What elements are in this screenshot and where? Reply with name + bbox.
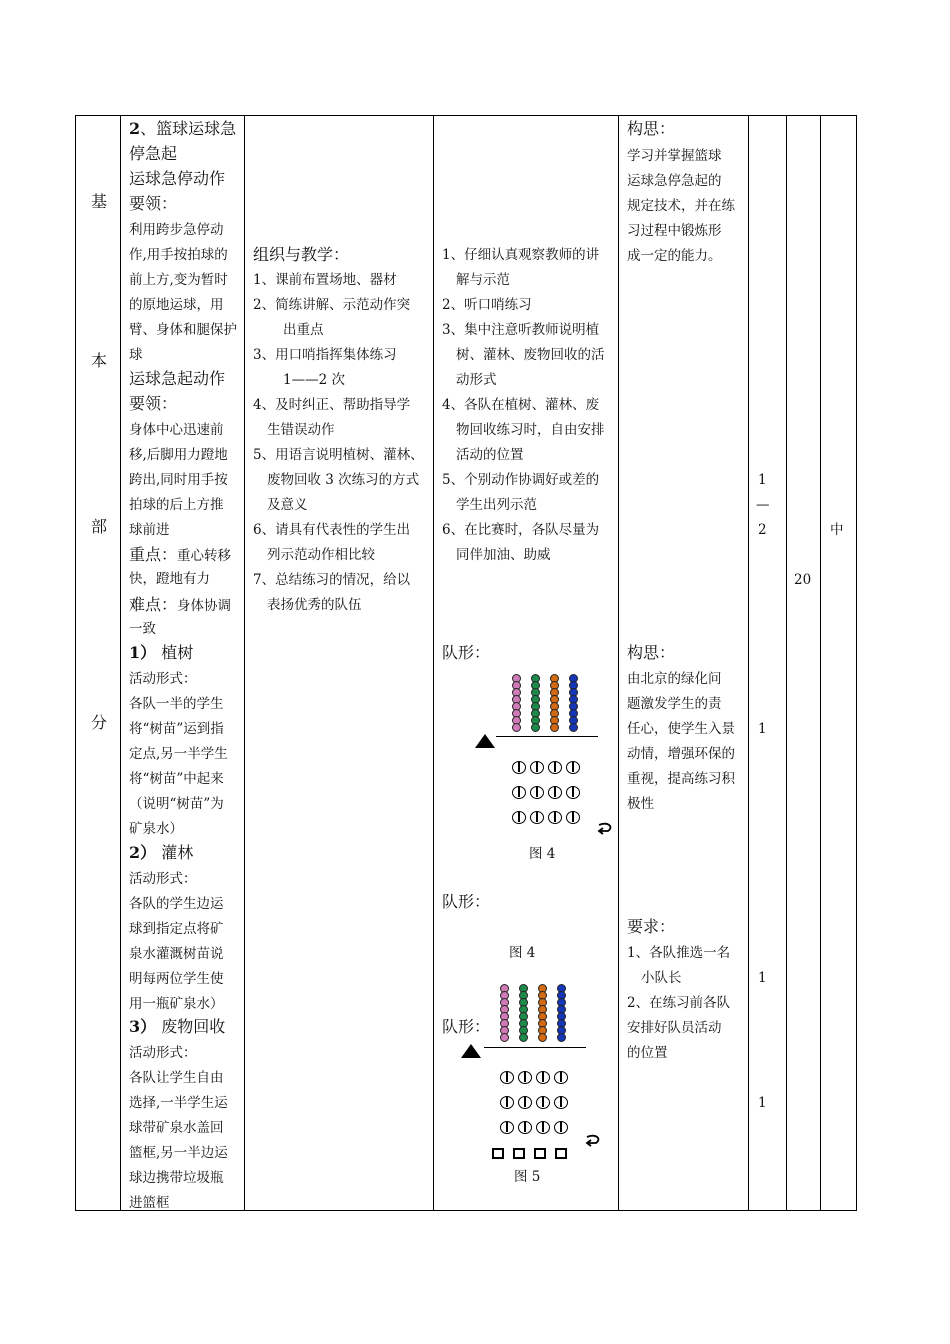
figure-caption: 图 4 [509, 945, 536, 961]
idea-line: 由北京的绿化问 [627, 671, 722, 687]
idea-line: 规定技术，并在练 [627, 198, 735, 214]
text-line: 球到指定点将矿 [129, 921, 224, 937]
student-item: 学生出列示范 [456, 497, 537, 513]
ball-icon [569, 723, 578, 732]
idea-line: 成一定的能力。 [627, 248, 722, 264]
text-line: 移,后脚用力蹬地 [129, 447, 228, 463]
basket-square-icon [513, 1148, 525, 1159]
text-line: 篮框,另一半边运 [129, 1145, 228, 1161]
basket-square-icon [492, 1148, 504, 1159]
times-value: 1 [758, 472, 767, 488]
idea-line: 学习并掌握篮球 [627, 148, 722, 164]
subheading: 要领： [129, 394, 178, 413]
text-line: （说明“树苗”为 [129, 796, 224, 812]
teaching-item: 废物回收 3 次练习的方式 [267, 472, 420, 488]
student-item: 活动的位置 [456, 447, 524, 463]
text-line: 用一瓶矿泉水） [129, 996, 224, 1012]
idea-line: 习过程中锻炼形 [627, 223, 722, 239]
teaching-item: 1——2 次 [283, 372, 345, 388]
text-line: 各队的学生边运 [129, 896, 224, 912]
activity-title: 1） 植树 [129, 643, 194, 662]
student-icon [512, 811, 526, 824]
student-icon [554, 1071, 568, 1084]
idea-line: 运球急停急起的 [627, 173, 722, 189]
teaching-item: 出重点 [283, 322, 324, 338]
student-icon [566, 786, 580, 799]
ball-icon [550, 723, 559, 732]
text-line: 跨出,同时用手按 [129, 472, 228, 488]
student-icon [554, 1121, 568, 1134]
duration-value: 20 [794, 572, 812, 588]
idea-line: 极性 [627, 796, 654, 812]
formation-label: 队形： [442, 643, 491, 662]
section-label [76, 116, 120, 1210]
student-column [434, 116, 618, 1210]
design-column [619, 116, 748, 1210]
times-value: 1 [758, 1095, 767, 1111]
student-icon [566, 811, 580, 824]
text-line: 的原地运球，用 [129, 297, 224, 313]
student-item: 3、集中注意听教师说明植 [442, 322, 600, 338]
activity-title: 2） 灌林 [129, 843, 194, 862]
activity-title: 3） 废物回收 [129, 1017, 226, 1036]
duration-column [787, 116, 820, 1210]
idea-line: 重视，提高练习积 [627, 771, 735, 787]
requirement-line: 2、在练习前各队 [627, 995, 731, 1011]
text-line: 活动形式： [129, 671, 197, 687]
times-value: — [756, 497, 770, 513]
ball-icon [557, 1033, 566, 1042]
basket-square-icon [555, 1148, 567, 1159]
teaching-item: 6、请具有代表性的学生出 [253, 522, 411, 538]
teaching-item: 表扬优秀的队伍 [267, 597, 362, 613]
text-line: 活动形式： [129, 871, 197, 887]
student-icon [548, 786, 562, 799]
text-line: 利用跨步急停动 [129, 222, 224, 238]
subheading: 运球急停动作 [129, 169, 226, 188]
teaching-item: 及意义 [267, 497, 308, 513]
text-line: 选择,一半学生运 [129, 1095, 228, 1111]
teaching-item: 4、及时纠正、帮助指导学 [253, 397, 411, 413]
student-icon [512, 761, 526, 774]
student-icon [566, 761, 580, 774]
figure-caption: 图 5 [514, 1169, 541, 1185]
student-icon [536, 1096, 550, 1109]
idea-heading: 构思： [627, 643, 676, 662]
text-line: 泉水灌溉树苗说 [129, 946, 224, 962]
teacher-triangle-icon [460, 1043, 482, 1059]
difficult-point: 难点：身体协调 [129, 595, 232, 614]
teaching-column [245, 116, 433, 1210]
teacher-triangle-icon [474, 733, 496, 749]
student-icon [548, 811, 562, 824]
student-icon [530, 811, 544, 824]
intensity-column [821, 116, 858, 1210]
text-line: 作,用手按拍球的 [129, 247, 228, 263]
text-line: 活动形式： [129, 1045, 197, 1061]
text-line: 将“树苗”中起来 [129, 771, 224, 787]
text-line: 臂、身体和腿保护 [129, 322, 237, 338]
teaching-item: 列示范动作相比较 [267, 547, 375, 563]
section-char: 基 [91, 192, 108, 211]
student-item: 4、各队在植树、灌林、废 [442, 397, 600, 413]
text-line: 矿泉水） [129, 821, 183, 837]
text-line: 各队让学生自由 [129, 1070, 224, 1086]
teaching-item: 5、用语言说明植树、灌林、 [253, 447, 424, 463]
student-item: 2、听口哨练习 [442, 297, 532, 313]
text-line: 球 [129, 347, 143, 363]
student-icon [530, 761, 544, 774]
teaching-heading: 组织与教学： [253, 245, 350, 264]
text-line: 拍球的后上方推 [129, 497, 224, 513]
student-item: 6、在比赛时，各队尽量为 [442, 522, 600, 538]
student-icon [548, 761, 562, 774]
basket-row [492, 1148, 582, 1162]
baseline [496, 736, 598, 737]
formation-label: 队形： [442, 892, 491, 911]
student-icon [554, 1096, 568, 1109]
section-char: 本 [91, 351, 108, 370]
text-line: 定点,另一半学生 [129, 746, 228, 762]
return-arrow-icon [584, 1133, 604, 1147]
basket-square-icon [534, 1148, 546, 1159]
text-line: 将“树苗”运到指 [129, 721, 224, 737]
idea-line: 动情，增强环保的 [627, 746, 735, 762]
idea-line: 题激发学生的责 [627, 696, 722, 712]
idea-heading: 构思： [627, 119, 676, 138]
idea-line: 任心，使学生入景 [627, 721, 735, 737]
content-title: 停急起 [129, 144, 178, 163]
ball-rack [512, 674, 592, 734]
intensity-value: 中 [830, 522, 844, 538]
student-icon [518, 1096, 532, 1109]
text-line: 球前进 [129, 522, 170, 538]
section-char: 分 [91, 713, 108, 732]
requirement-line: 的位置 [627, 1045, 668, 1061]
ball-icon [500, 1033, 509, 1042]
text-line: 快，蹬地有力 [129, 571, 210, 587]
text-line: 前上方,变为暂时 [129, 272, 228, 288]
student-icon [518, 1121, 532, 1134]
text-line: 一致 [129, 621, 156, 637]
text-line: 球边携带垃圾瓶 [129, 1170, 224, 1186]
figure-caption: 图 4 [529, 846, 556, 862]
student-icon [536, 1071, 550, 1084]
lesson-plan-table [75, 115, 857, 1211]
student-item: 物回收练习时，自由安排 [456, 422, 605, 438]
student-item: 1、仔细认真观察教师的讲 [442, 247, 600, 263]
section-char: 部 [91, 517, 108, 536]
student-item: 树、灌林、废物回收的活 [456, 347, 605, 363]
formation-label: 队形： [442, 1017, 491, 1036]
requirement-line: 1、各队推选一名 [627, 945, 731, 961]
student-item: 同伴加油、助威 [456, 547, 551, 563]
teaching-item: 3、用口哨指挥集体练习 [253, 347, 397, 363]
ball-icon [512, 723, 521, 732]
teaching-item: 生错误动作 [267, 422, 335, 438]
student-grid [512, 761, 592, 831]
text-line: 进篮框 [129, 1195, 170, 1211]
requirement-line: 安排好队员活动 [627, 1020, 722, 1036]
times-value: 2 [758, 522, 767, 538]
student-item: 动形式 [456, 372, 497, 388]
student-icon [512, 786, 526, 799]
student-grid [500, 1071, 580, 1141]
student-item: 解与示范 [456, 272, 510, 288]
ball-rack [500, 984, 580, 1044]
teaching-item: 7、总结练习的情况，给以 [253, 572, 411, 588]
ball-icon [519, 1033, 528, 1042]
student-icon [536, 1121, 550, 1134]
text-line: 明每两位学生使 [129, 971, 224, 987]
ball-icon [538, 1033, 547, 1042]
content-title: 2、篮球运球急 [129, 119, 237, 138]
student-icon [518, 1071, 532, 1084]
ball-icon [531, 723, 540, 732]
times-value: 1 [758, 721, 767, 737]
times-column [749, 116, 786, 1210]
key-point: 重点：重心转移 [129, 545, 232, 564]
content-column [121, 116, 244, 1210]
subheading: 运球急起动作 [129, 369, 226, 388]
baseline [484, 1047, 586, 1048]
student-icon [530, 786, 544, 799]
text-line: 身体中心迅速前 [129, 422, 224, 438]
requirement-heading: 要求： [627, 917, 676, 936]
return-arrow-icon [596, 821, 616, 835]
student-icon [500, 1096, 514, 1109]
student-item: 5、个别动作协调好或差的 [442, 472, 600, 488]
teaching-item: 1、课前布置场地、器材 [253, 272, 397, 288]
teaching-item: 2、简练讲解、示范动作突 [253, 297, 411, 313]
student-icon [500, 1121, 514, 1134]
text-line: 球带矿泉水盖回 [129, 1120, 224, 1136]
text-line: 各队一半的学生 [129, 696, 224, 712]
requirement-line: 小队长 [641, 970, 682, 986]
times-value: 1 [758, 970, 767, 986]
subheading: 要领： [129, 194, 178, 213]
student-icon [500, 1071, 514, 1084]
